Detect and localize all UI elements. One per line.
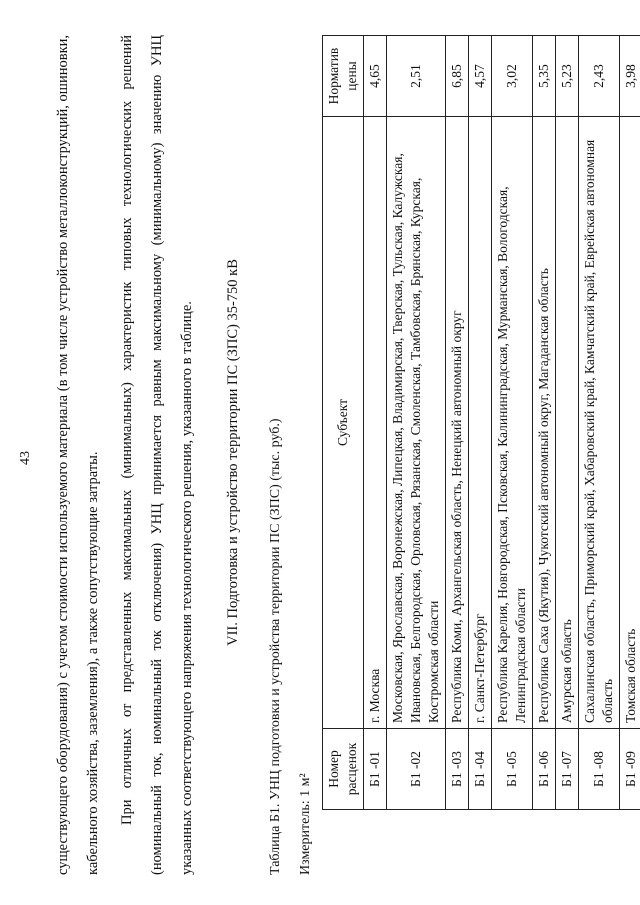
row-value: 3,98 (620, 36, 640, 117)
row-value: 5,23 (556, 36, 579, 117)
table-row (492, 36, 533, 810)
table-row (446, 36, 469, 810)
row-code: Б1 -08 (579, 729, 620, 810)
row-subject: Сахалинская область, Приморский край, Хабаровский край, Камчатский край, Еврейская автономная область (579, 117, 620, 729)
row-code: Б1 -09 (620, 729, 640, 810)
table-row (556, 36, 579, 810)
header-code: Номер расценок (323, 729, 364, 810)
row-code: Б1 -06 (533, 729, 556, 810)
row-code: Б1 -04 (469, 729, 492, 810)
row-value: 3,02 (492, 36, 533, 117)
paragraph-2: При отличных от представленных максимальных (минимальных) характеристик типовых технологических решений (номинальный ток, номинальный ток отключения) УНЦ принимается равным максимальному (минимальному) значению УНЦ указанных соответствующего напряжения технологического решения, указанного в таблице. (119, 35, 195, 875)
row-value: 5,35 (533, 36, 556, 117)
paragraph-1: существующего оборудования) с учетом стоимости используемого материала (в том числе устройство металлоконструкций, ошиновки, кабельного хозяйства, заземления), а также сопутствующие затраты. (55, 35, 101, 875)
row-code: Б1 -07 (556, 729, 579, 810)
header-value: Норматив цены (323, 36, 364, 117)
table-row (364, 36, 387, 810)
row-subject: г. Москва (364, 117, 387, 729)
price-table (322, 35, 640, 810)
row-subject: Республика Саха (Якутия), Чукотский автономный округ, Магаданская область (533, 117, 556, 729)
row-subject: Амурская область (556, 117, 579, 729)
row-code: Б1 -02 (387, 729, 446, 810)
table-row (469, 36, 492, 810)
row-value: 4,57 (469, 36, 492, 117)
row-subject: Томская область (620, 117, 640, 729)
table-row (387, 36, 446, 810)
row-subject: Республика Карелия, Новгородская, Псковская, Калининградская, Мурманская, Вологодская, Ленинградская области (492, 117, 533, 729)
table-header-row (323, 36, 364, 810)
row-value: 4,65 (364, 36, 387, 117)
table-row (533, 36, 556, 810)
row-value: 2,51 (387, 36, 446, 117)
row-subject: Московская, Ярославская, Воронежская, Липецкая, Владимирская, Тверская, Тульская, Калужская, Ивановская, Белгородская, Орловская, Рязанская, Смоленская, Тамбовская, Брянская, Курская, Костромская области (387, 117, 446, 729)
row-code: Б1 -03 (446, 729, 469, 810)
section-title: VII. Подготовка и устройство территории ПС (ЗПС) 35-750 кВ (225, 259, 241, 646)
header-subject: Субъект (323, 117, 364, 729)
row-code: Б1 -05 (492, 729, 533, 810)
row-value: 6,85 (446, 36, 469, 117)
row-subject: г. Санкт-Петербург (469, 117, 492, 729)
row-subject: Республика Коми, Архангельская область, Ненецкий автономный округ (446, 117, 469, 729)
row-code: Б1 -01 (364, 729, 387, 810)
page-number: 43 (18, 451, 33, 465)
unit-label: Измеритель: 1 м² (298, 773, 313, 875)
table-row (620, 36, 640, 810)
table-row (579, 36, 620, 810)
table-caption: Таблица Б1. УНЦ подготовки и устройства территории ПС (ЗПС) (тыс. руб.) (268, 418, 283, 875)
row-value: 2,43 (579, 36, 620, 117)
